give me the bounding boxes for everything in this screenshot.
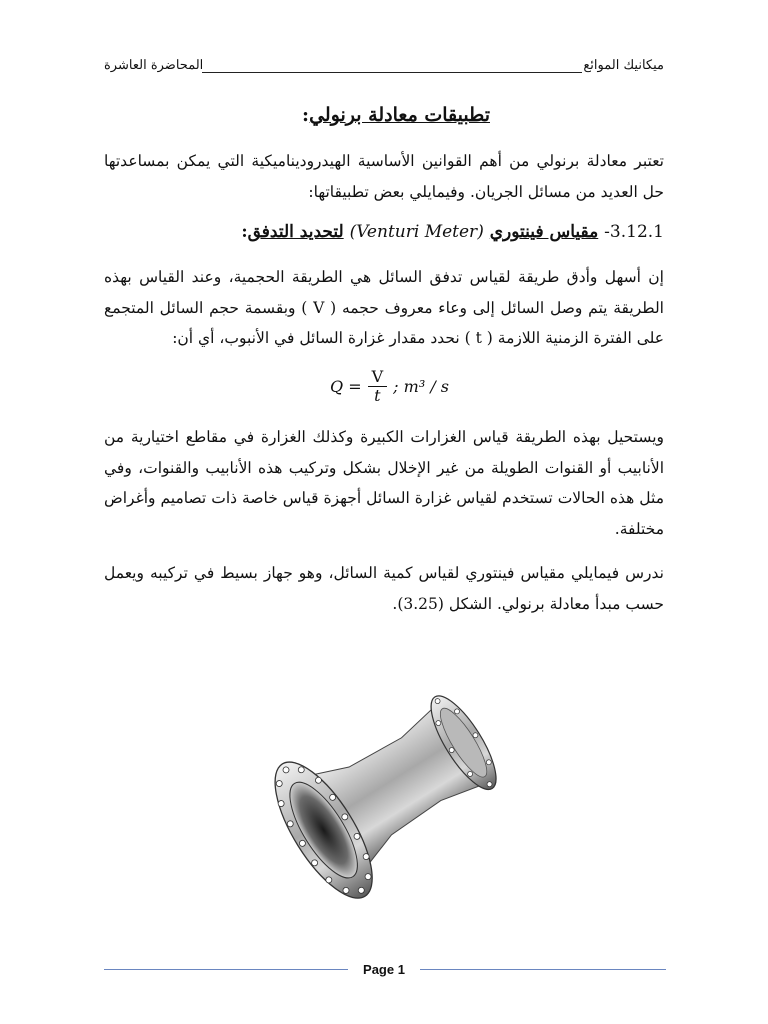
paragraph-venturi: ندرس فيمايلي مقياس فينتوري لقياس كمية السائل، وهو جهاز بسيط في تركيبه ويعمل حسب مبدأ معادلة برنولي. الشكل (3.25). — [104, 564, 664, 613]
lecture-title: المحاضرة العاشرة — [104, 58, 204, 73]
section-title-colon: : — [302, 104, 310, 126]
formula-lhs: Q = — [330, 376, 362, 396]
course-title: ميكانيك الموائع — [583, 58, 664, 73]
paragraph-limitations: ويستحيل بهذه الطريقة قياس الغزارات الكبيرة وكذلك الغزارة في مقاطع اختيارية من الأنابيب أو القنوات الطويلة من غير الإخلال بشكل وتركيب هذه الأنابيب والقنوات، وفي مثل هذه الحالات تستخدم لقياس غزارة السائل أجهزة قياس خاصة ذات تصاميم وأغراض مختلفة. — [104, 428, 664, 538]
subsection-title-en: (Venturi Meter) — [349, 222, 484, 242]
subsection-colon: : — [241, 222, 248, 242]
intro-paragraph: تعتبر معادلة برنولي من أهم القوانين الأساسية الهيدروديناميكية التي يمكن بمساعدتها حل العديد من مسائل الجريان. وفيمايلي بعض تطبيقاتها: — [104, 152, 664, 201]
paragraph-volumetric: إن أسهل وأدق طريقة لقياس تدفق السائل هي الطريقة الحجمية، وعند القياس بهذه الطريقة يتم وصل السائل إلى وعاء معروف حجمه ( V ) وبقسمة حجم السائل المتجمع على الفترة الزمنية اللازمة ( t ) نحدد مقدار غزارة السائل في الأنبوب، أي أن: — [104, 268, 664, 347]
formula-units: ; m³ / s — [393, 376, 450, 396]
page-number: Page 1 — [363, 962, 405, 977]
section-title — [120, 104, 490, 126]
subsection-title-ar: مقياس فينتوري — [489, 222, 599, 242]
header-rule — [202, 72, 582, 73]
subsection-heading — [200, 222, 664, 242]
venturi-meter-figure — [238, 648, 528, 938]
formula-numerator: V — [368, 368, 388, 387]
subsection-suffix: لتحديد التدفق — [247, 222, 344, 242]
formula-denominator: t — [374, 385, 381, 405]
formula-fraction — [368, 368, 388, 405]
footer-rule-right — [420, 969, 666, 970]
page-header — [104, 58, 664, 80]
footer-rule-left — [104, 969, 348, 970]
subsection-number: 3.12.1- — [604, 222, 664, 242]
section-title-text: تطبيقات معادلة برنولي — [309, 104, 490, 126]
flow-rate-formula — [330, 366, 449, 406]
